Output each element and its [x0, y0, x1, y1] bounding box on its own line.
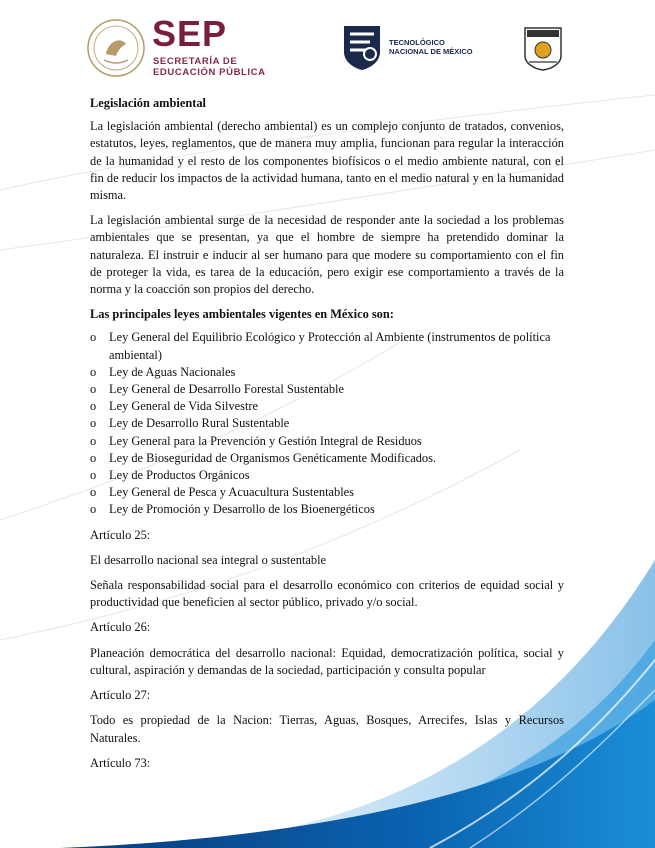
sep-title: SEP [152, 13, 228, 54]
bullet-icon: o [90, 502, 97, 517]
article-73-title: Artículo 73: [90, 755, 151, 770]
bullet-icon: o [90, 450, 97, 465]
list-item: o Ley de Promoción y Desarrollo de los Bioenergéticos [90, 501, 564, 518]
list-item: o Ley General de Desarrollo Forestal Sustentable [90, 381, 564, 398]
bullet-icon: o [90, 433, 97, 448]
list-item: o Ley General de Pesca y Acuacultura Sustentables [90, 484, 564, 501]
article-25-text-2: Señala responsabilidad social para el desarrollo económico con criterios de equidad social y productividad que beneficien al sector público, privado y/o social. [90, 578, 564, 610]
letterhead [0, 0, 655, 90]
bullet-icon: o [90, 364, 97, 379]
sep-subtitle: SECRETARÍA DE EDUCACIÓN PÚBLICA [153, 56, 266, 78]
article-27-text: Todo es propiedad de la Nacion: Tierras, Aguas, Bosques, Arrecifes, Islas y Recursos Naturales. [90, 713, 564, 745]
list-item: o Ley General para la Prevención y Gestión Integral de Residuos [90, 433, 564, 450]
list-item: o Ley General del Equilibrio Ecológico y Protección al Ambiente (instrumentos de política ambiental) [90, 330, 551, 362]
bullet-icon: o [90, 416, 97, 431]
bullet-icon: o [90, 382, 97, 397]
laws-list [90, 329, 564, 518]
intro-paragraph-2: La legislación ambiental surge de la necesidad de responder ante la sociedad a los problemas ambientales que se presentan, ya que el hombre de siempre ha pretendido dominar la naturaleza. El instruir e inducir al ser humano para que modere su comportamiento con el fin de proteger la vida, es tarea de la educación, pero exigir ese comportamiento a través de la norma y la coacción son propios del derecho. [90, 213, 564, 297]
bullet-icon: o [90, 330, 97, 345]
list-item: o Ley de Desarrollo Rural Sustentable [90, 415, 564, 432]
intro-paragraph-1: La legislación ambiental (derecho ambiental) es un complejo conjunto de tratados, convenios, estatutos, leyes, reglamentos, que de manera muy amplia, funcionan para regular la interacción de la humanidad y el resto de los componentes biofísicos o el medio ambiente natural, con el fin de reducir los impactos de la actividad humana, tanto en el medio natural y en la humanidad misma. [90, 119, 564, 203]
mexico-coat-of-arms-icon [86, 18, 146, 78]
bullet-icon: o [90, 468, 97, 483]
tecnm-logo-icon [340, 22, 384, 72]
list-item: o Ley de Aguas Nacionales [90, 364, 564, 381]
bullet-icon: o [90, 399, 97, 414]
bullet-icon: o [90, 485, 97, 500]
list-item: o Ley de Productos Orgánicos [90, 467, 564, 484]
article-26-title: Artículo 26: [90, 620, 151, 635]
tecnm-text: TECNOLÓGICO NACIONAL DE MÉXICO [389, 38, 473, 56]
article-25-text-1: El desarrollo nacional sea integral o sustentable [90, 552, 327, 567]
document-body [90, 95, 564, 780]
laws-heading: Las principales leyes ambientales vigentes en México son: [90, 307, 394, 322]
institute-shield-icon [521, 22, 565, 72]
document-heading: Legislación ambiental [90, 96, 206, 110]
article-27-title: Artículo 27: [90, 688, 151, 703]
list-item: o Ley de Bioseguridad de Organismos Genéticamente Modificados. [90, 450, 564, 467]
list-item: o Ley General de Vida Silvestre [90, 398, 564, 415]
article-25-title: Artículo 25: [90, 527, 151, 542]
article-26-text: Planeación democrática del desarrollo nacional: Equidad, democratización política, social y cultural, aspiración y demandas de la sociedad, participación y consulta popular [90, 645, 564, 677]
